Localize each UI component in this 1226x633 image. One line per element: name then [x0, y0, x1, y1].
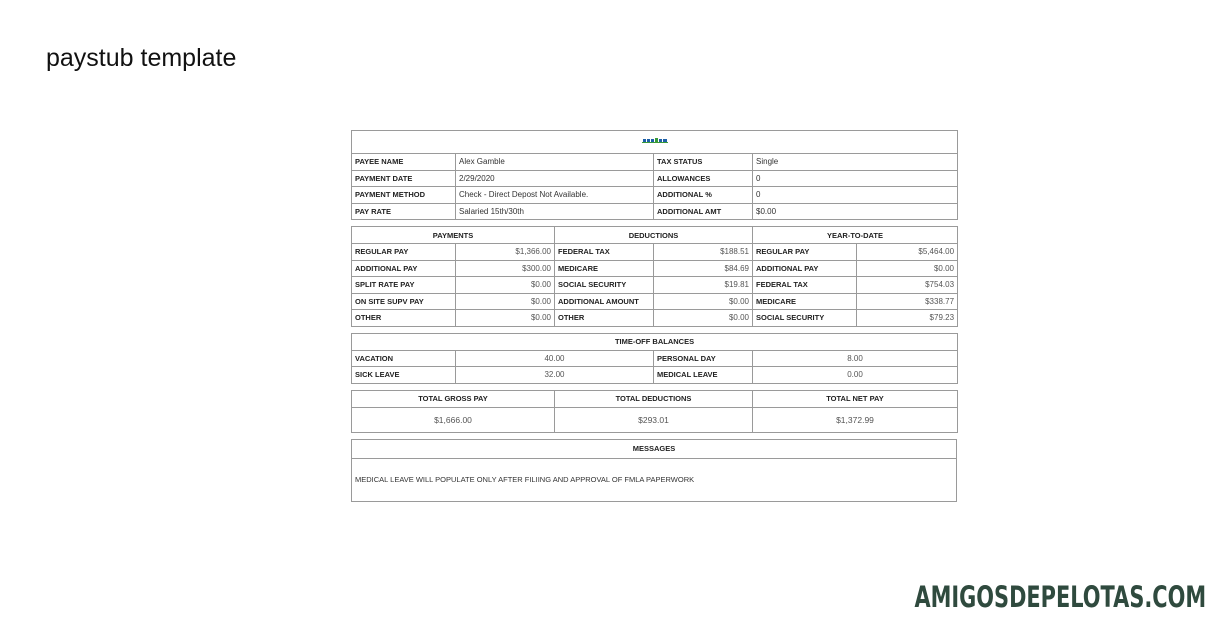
payment-date-label: PAYMENT DATE — [352, 170, 456, 187]
payment-label: REGULAR PAY — [352, 244, 456, 261]
table-row — [352, 260, 958, 277]
company-logo-icon — [642, 137, 668, 146]
ytd-label: ADDITIONAL PAY — [753, 260, 857, 277]
totals-header-row — [352, 390, 958, 407]
allowances-value: 0 — [753, 170, 958, 187]
messages-body-row — [352, 458, 957, 501]
table-row — [352, 293, 958, 310]
deduction-label: FEDERAL TAX — [555, 244, 654, 261]
pay-rate-label: PAY RATE — [352, 203, 456, 220]
table-row — [352, 367, 958, 384]
deduction-label: SOCIAL SECURITY — [555, 277, 654, 294]
table-row — [352, 350, 958, 367]
totals-value-row — [352, 407, 958, 432]
deduction-value: $0.00 — [654, 310, 753, 327]
deductions-header: DEDUCTIONS — [555, 227, 753, 244]
ytd-value: $754.03 — [857, 277, 958, 294]
payee-name-label: PAYEE NAME — [352, 154, 456, 171]
ytd-label: SOCIAL SECURITY — [753, 310, 857, 327]
payment-date-value: 2/29/2020 — [456, 170, 654, 187]
total-gross-label: TOTAL GROSS PAY — [352, 390, 555, 407]
deduction-value: $188.51 — [654, 244, 753, 261]
ytd-value: $338.77 — [857, 293, 958, 310]
total-net-label: TOTAL NET PAY — [753, 390, 958, 407]
tax-status-value: Single — [753, 154, 958, 171]
payment-label: OTHER — [352, 310, 456, 327]
page-title: paystub template — [46, 44, 237, 72]
timeoff-header-row — [352, 333, 958, 350]
logo-row — [352, 131, 958, 154]
tax-status-label: TAX STATUS — [654, 154, 753, 171]
medical-leave-label: MEDICAL LEAVE — [654, 367, 753, 384]
total-gross-value: $1,666.00 — [352, 407, 555, 432]
personal-day-value: 8.00 — [753, 350, 958, 367]
ytd-header: YEAR-TO-DATE — [753, 227, 958, 244]
messages-body: MEDICAL LEAVE WILL POPULATE ONLY AFTER FILIING AND APPROVAL OF FMLA PAPERWORK — [352, 458, 957, 501]
table-row — [352, 244, 958, 261]
payment-value: $0.00 — [456, 277, 555, 294]
ytd-value: $5,464.00 — [857, 244, 958, 261]
pay-rate-value: Salaried 15th/30th — [456, 203, 654, 220]
payment-method-label: PAYMENT METHOD — [352, 187, 456, 204]
messages-header-row — [352, 439, 957, 458]
deduction-label: OTHER — [555, 310, 654, 327]
timeoff-header: TIME-OFF BALANCES — [352, 333, 958, 350]
ytd-label: REGULAR PAY — [753, 244, 857, 261]
ytd-value: $79.23 — [857, 310, 958, 327]
table-row — [352, 277, 958, 294]
messages-header: MESSAGES — [352, 439, 957, 458]
allowances-label: ALLOWANCES — [654, 170, 753, 187]
payment-label: SPLIT RATE PAY — [352, 277, 456, 294]
additional-amt-label: ADDITIONAL AMT — [654, 203, 753, 220]
payee-row — [352, 170, 958, 187]
payee-row — [352, 203, 958, 220]
payee-row — [352, 187, 958, 204]
additional-amt-value: $0.00 — [753, 203, 958, 220]
sick-leave-value: 32.00 — [456, 367, 654, 384]
vacation-label: VACATION — [352, 350, 456, 367]
earnings-header-row — [352, 227, 958, 244]
table-row — [352, 310, 958, 327]
messages-table — [351, 439, 957, 502]
ytd-value: $0.00 — [857, 260, 958, 277]
payment-label: ON SITE SUPV PAY — [352, 293, 456, 310]
total-net-value: $1,372.99 — [753, 407, 958, 432]
paystub — [351, 130, 957, 502]
payment-method-value: Check - Direct Depost Not Available. — [456, 187, 654, 204]
totals-table — [351, 390, 958, 433]
medical-leave-value: 0.00 — [753, 367, 958, 384]
personal-day-label: PERSONAL DAY — [654, 350, 753, 367]
payee-name-value: Alex Gamble — [456, 154, 654, 171]
deduction-label: ADDITIONAL AMOUNT — [555, 293, 654, 310]
payments-header: PAYMENTS — [352, 227, 555, 244]
total-deductions-label: TOTAL DEDUCTIONS — [555, 390, 753, 407]
total-deductions-value: $293.01 — [555, 407, 753, 432]
site-watermark: AMIGOSDEPELOTAS.COM — [914, 580, 1206, 614]
additional-percent-label: ADDITIONAL % — [654, 187, 753, 204]
payment-value: $300.00 — [456, 260, 555, 277]
additional-percent-value: 0 — [753, 187, 958, 204]
payment-value: $0.00 — [456, 293, 555, 310]
timeoff-table — [351, 333, 958, 384]
payment-value: $0.00 — [456, 310, 555, 327]
payee-row — [352, 154, 958, 171]
payee-info-table — [351, 130, 958, 220]
sick-leave-label: SICK LEAVE — [352, 367, 456, 384]
deduction-value: $84.69 — [654, 260, 753, 277]
deduction-value: $19.81 — [654, 277, 753, 294]
deduction-label: MEDICARE — [555, 260, 654, 277]
ytd-label: MEDICARE — [753, 293, 857, 310]
payment-label: ADDITIONAL PAY — [352, 260, 456, 277]
vacation-value: 40.00 — [456, 350, 654, 367]
payment-value: $1,366.00 — [456, 244, 555, 261]
deduction-value: $0.00 — [654, 293, 753, 310]
earnings-table — [351, 226, 958, 327]
ytd-label: FEDERAL TAX — [753, 277, 857, 294]
